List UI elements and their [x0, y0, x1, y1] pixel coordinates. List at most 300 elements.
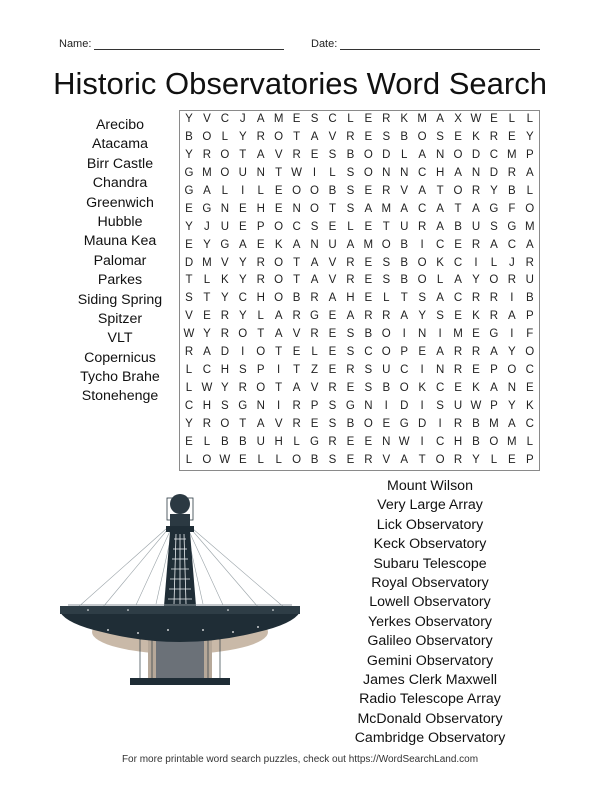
grid-letter: Y — [203, 328, 211, 341]
grid-letter: A — [274, 310, 283, 323]
grid-letter: O — [274, 130, 284, 143]
grid-letter: A — [292, 382, 301, 395]
grid-letter: Y — [185, 417, 193, 430]
grid-letter: Y — [418, 310, 426, 323]
grid-letter: A — [454, 274, 462, 287]
grid-letter: R — [525, 256, 534, 269]
grid-letter: I — [420, 400, 424, 412]
grid-letter: I — [438, 328, 442, 341]
grid-letter: U — [400, 220, 409, 233]
grid-letter: V — [185, 310, 193, 323]
grid-letter: B — [400, 130, 409, 143]
grid-letter: M — [363, 238, 374, 251]
word-list-item: Birr Castle — [86, 155, 154, 172]
word-list-item: Greenwich — [86, 194, 154, 211]
grid-letter: A — [490, 382, 498, 395]
grid-letter: S — [382, 274, 391, 287]
grid-letter: U — [525, 274, 534, 287]
grid-letter: E — [328, 328, 337, 341]
grid-letter: B — [310, 453, 319, 466]
grid-letter: E — [490, 113, 498, 125]
grid-letter: V — [274, 417, 283, 430]
grid-letter: S — [310, 113, 319, 125]
grid-letter: S — [346, 184, 355, 197]
grid-letter: R — [220, 328, 229, 341]
grid-letter: Y — [525, 130, 534, 143]
grid-letter: Z — [311, 364, 319, 377]
grid-letter: A — [256, 148, 265, 161]
grid-letter: O — [453, 148, 463, 161]
grid-letter: Y — [508, 346, 516, 359]
grid-letter: O — [489, 274, 499, 287]
grid-letter: W — [219, 453, 231, 466]
grid-letter: V — [382, 453, 391, 466]
grid-letter: L — [311, 346, 318, 359]
grid-letter: E — [328, 310, 337, 323]
grid-letter: W — [470, 400, 482, 412]
grid-letter: E — [256, 238, 265, 251]
grid-letter: X — [454, 113, 462, 125]
grid-letter: G — [238, 400, 248, 412]
grid-letter: O — [220, 166, 230, 179]
grid-letter: T — [293, 130, 301, 143]
grid-letter: V — [274, 148, 283, 161]
grid-letter: Y — [238, 256, 247, 269]
grid-letter: W — [183, 328, 195, 341]
grid-letter: K — [274, 238, 283, 251]
grid-letter: M — [202, 256, 212, 269]
grid-letter: L — [203, 274, 211, 287]
grid-letter: E — [328, 364, 337, 377]
grid-letter: O — [489, 435, 499, 448]
grid-letter: V — [328, 274, 337, 287]
word-list-item: Copernicus — [84, 349, 156, 366]
grid-letter: A — [256, 417, 265, 430]
grid-letter: B — [364, 328, 373, 341]
grid-letter: I — [277, 400, 281, 412]
grid-letter: G — [399, 417, 409, 430]
grid-letter: B — [221, 435, 229, 448]
grid-letter: R — [310, 292, 319, 305]
grid-letter: S — [364, 364, 373, 377]
grid-letter: L — [490, 453, 498, 466]
grid-letter: A — [346, 238, 355, 251]
word-list-item: Hubble — [97, 213, 143, 230]
grid-letter: G — [310, 435, 319, 448]
grid-letter: A — [436, 292, 444, 305]
grid-letter: O — [381, 328, 391, 341]
grid-letter: A — [400, 453, 409, 466]
grid-letter: N — [382, 435, 391, 448]
grid-letter: S — [328, 453, 337, 466]
grid-letter: S — [185, 292, 193, 305]
word-list-item: Gemini Observatory — [366, 652, 494, 669]
grid-letter: S — [346, 166, 355, 179]
grid-letter: T — [239, 417, 247, 430]
grid-letter: S — [436, 310, 444, 323]
grid-letter: P — [310, 400, 319, 412]
grid-letter: R — [328, 382, 337, 395]
grid-letter: P — [490, 400, 498, 412]
grid-letter: E — [364, 184, 373, 197]
grid-letter: B — [400, 256, 409, 269]
word-list-item: Radio Telescope Array — [359, 691, 501, 708]
grid-letter: I — [510, 328, 514, 341]
grid-letter: V — [310, 382, 319, 395]
grid-letter: S — [418, 292, 426, 305]
grid-letter: T — [418, 453, 426, 466]
word-search-grid — [179, 110, 540, 471]
name-field[interactable] — [59, 38, 284, 50]
grid-letter: K — [472, 382, 480, 395]
grid-letter: H — [274, 435, 283, 448]
grid-letter: R — [346, 130, 355, 143]
grid-letter: A — [436, 346, 444, 359]
grid-letter: C — [328, 113, 337, 125]
grid-letter: E — [238, 220, 247, 233]
grid-letter: E — [454, 382, 462, 395]
date-label: Date: — [311, 38, 338, 50]
grid-letter: B — [454, 220, 462, 233]
grid-letter: D — [418, 417, 427, 430]
grid-letter: O — [274, 256, 284, 269]
grid-letter: A — [203, 184, 211, 197]
grid-letter: J — [204, 220, 210, 233]
grid-letter: B — [292, 292, 301, 305]
grid-letter: Y — [221, 382, 229, 395]
grid-letter: R — [292, 417, 301, 430]
grid-letter: O — [363, 166, 373, 179]
grid-letter: L — [526, 184, 533, 197]
grid-letter: R — [346, 364, 355, 377]
grid-letter: T — [185, 274, 193, 287]
grid-letter: I — [384, 400, 388, 412]
grid-letter: E — [364, 130, 373, 143]
grid-letter: A — [508, 417, 516, 430]
grid-letter: N — [310, 238, 319, 251]
grid-letter: O — [363, 417, 373, 430]
grid-letter: G — [345, 400, 355, 412]
grid-letter: A — [472, 202, 480, 215]
grid-letter: O — [453, 184, 463, 197]
word-list-item: Subaru Telescope — [373, 555, 487, 572]
grid-letter: O — [238, 328, 248, 341]
grid-letter: C — [489, 148, 499, 161]
grid-letter: E — [238, 202, 247, 215]
grid-letter: O — [417, 256, 427, 269]
grid-letter: V — [400, 184, 409, 197]
grid-letter: D — [382, 148, 391, 161]
grid-letter: V — [328, 130, 337, 143]
grid-letter: L — [257, 310, 264, 323]
grid-letter: S — [382, 130, 391, 143]
grid-letter: R — [292, 148, 301, 161]
grid-letter: V — [328, 256, 337, 269]
grid-letter: H — [453, 435, 463, 448]
grid-letter: N — [220, 202, 229, 215]
grid-letter: S — [436, 400, 444, 412]
grid-letter: K — [400, 113, 409, 125]
grid-letter: L — [275, 453, 282, 466]
word-list-item: Keck Observatory — [373, 536, 487, 553]
grid-letter: L — [221, 130, 229, 143]
grid-letter: A — [292, 238, 301, 251]
grid-letter: Y — [508, 400, 516, 412]
grid-letter: E — [328, 220, 337, 233]
grid-letter: L — [257, 453, 264, 466]
grid-letter: Y — [185, 220, 193, 233]
grid-letter: D — [220, 346, 229, 359]
grid-letter: O — [292, 453, 302, 466]
grid-letter: E — [185, 435, 193, 448]
grid-letter: S — [310, 220, 319, 233]
grid-letter: O — [363, 148, 373, 161]
grid-letter: A — [525, 166, 534, 179]
grid-letter: Y — [490, 184, 498, 197]
grid-letter: E — [274, 184, 283, 197]
grid-letter: O — [381, 238, 391, 251]
grid-letter: K — [221, 274, 229, 287]
grid-letter: E — [346, 453, 355, 466]
grid-letter: Y — [185, 148, 193, 161]
grid-letter: C — [525, 417, 534, 430]
grid-letter: M — [524, 220, 535, 233]
grid-letter: N — [256, 400, 265, 412]
grid-letter: E — [292, 113, 301, 125]
grid-letter: G — [220, 238, 230, 251]
grid-letter: R — [328, 435, 337, 448]
grid-letter: D — [489, 166, 499, 179]
grid-letter: K — [418, 382, 426, 395]
grid-letter: G — [489, 202, 499, 215]
grid-letter: R — [256, 274, 265, 287]
grid-letter: G — [184, 184, 194, 197]
word-list-item: Very Large Array — [377, 497, 483, 514]
grid-letter: M — [273, 113, 284, 125]
grid-letter: S — [328, 148, 337, 161]
grid-letter: L — [526, 113, 533, 125]
grid-letter: O — [381, 346, 391, 359]
grid-letter: K — [525, 400, 534, 412]
grid-letter: C — [364, 346, 373, 359]
name-blank-line[interactable] — [94, 39, 284, 50]
grid-letter: H — [202, 400, 212, 412]
grid-letter: H — [346, 292, 355, 305]
grid-letter: R — [418, 220, 427, 233]
page-title: Historic Observatories Word Search — [53, 66, 547, 101]
grid-letter: E — [364, 274, 373, 287]
word-list-item: Galileo Observatory — [367, 633, 493, 650]
grid-letter: B — [508, 184, 516, 197]
word-list-item: Mount Wilson — [387, 478, 473, 494]
grid-letter: E — [364, 435, 373, 448]
grid-letter: C — [418, 202, 427, 215]
grid-letter: S — [238, 364, 247, 377]
grid-letter: C — [202, 364, 212, 377]
grid-letter: R — [346, 256, 355, 269]
grid-letter: C — [400, 364, 409, 377]
grid-letter: R — [471, 346, 481, 359]
grid-letter: O — [220, 148, 230, 161]
grid-letter: L — [185, 382, 193, 395]
grid-letter: T — [275, 346, 283, 359]
word-list-item: Parkes — [97, 272, 143, 289]
grid-letter: E — [454, 238, 462, 251]
grid-letter: E — [238, 453, 247, 466]
grid-letter: O — [220, 417, 230, 430]
grid-letter: B — [525, 292, 534, 305]
grid-letter: F — [526, 328, 534, 341]
grid-letter: J — [239, 113, 246, 125]
grid-letter: H — [220, 364, 229, 377]
grid-letter: H — [256, 202, 265, 215]
grid-letter: P — [400, 346, 409, 359]
grid-letter: A — [310, 256, 319, 269]
grid-letter: O — [256, 382, 266, 395]
grid-letter: S — [221, 400, 229, 412]
grid-letter: C — [453, 256, 463, 269]
grid-letter: R — [489, 310, 499, 323]
grid-letter: R — [238, 382, 247, 395]
grid-letter: G — [184, 166, 194, 179]
grid-letter: L — [436, 274, 444, 287]
grid-letter: E — [310, 148, 319, 161]
grid-letter: B — [472, 417, 480, 430]
date-field[interactable] — [311, 38, 540, 50]
word-list-item: Royal Observatory — [371, 574, 489, 591]
grid-letter: M — [489, 417, 499, 430]
grid-letter: C — [435, 382, 445, 395]
grid-letter: A — [203, 346, 211, 359]
word-list-item: Tycho Brahe — [80, 369, 160, 386]
grid-letter: E — [525, 382, 534, 395]
grid-letter: A — [364, 202, 373, 215]
footer-text: For more printable word search puzzles, check out https://WordSearchLand.com — [121, 754, 479, 765]
grid-letter: S — [490, 220, 498, 233]
grid-letter: I — [277, 364, 281, 377]
grid-letter: E — [185, 238, 193, 251]
grid-letter: R — [382, 113, 391, 125]
grid-letter: R — [471, 184, 481, 197]
grid-letter: M — [507, 435, 517, 448]
grid-letter: B — [185, 130, 193, 143]
grid-letter: O — [310, 202, 319, 215]
grid-letter: N — [292, 202, 301, 215]
grid-letter: A — [400, 310, 409, 323]
grid-letter: U — [382, 364, 391, 377]
word-list-item: Palomar — [93, 252, 147, 269]
grid-letter: E — [418, 346, 426, 359]
grid-letter: S — [346, 328, 355, 341]
grid-letter: O — [202, 130, 212, 143]
grid-letter: A — [310, 274, 319, 287]
grid-letter: B — [346, 148, 355, 161]
grid-letter: D — [184, 256, 194, 269]
grid-letter: R — [202, 417, 212, 430]
grid-letter: U — [471, 220, 481, 233]
grid-letter: W — [291, 166, 303, 179]
grid-letter: R — [310, 328, 319, 341]
grid-letter: D — [471, 148, 481, 161]
grid-letter: U — [238, 166, 247, 179]
grid-letter: M — [453, 328, 463, 341]
date-blank-line[interactable] — [340, 39, 540, 50]
grid-letter: S — [382, 256, 391, 269]
grid-letter: E — [382, 417, 391, 430]
word-list-item: Cambridge Observatory — [354, 730, 506, 747]
grid-letter: O — [435, 453, 445, 466]
grid-letter: R — [184, 346, 194, 359]
word-list-right — [330, 477, 530, 748]
grid-letter: I — [402, 328, 406, 341]
word-list-item: Mauna Kea — [83, 233, 157, 250]
grid-letter: G — [489, 328, 499, 341]
grid-letter: I — [420, 435, 424, 448]
grid-letter: R — [256, 256, 265, 269]
grid-letter: L — [257, 184, 264, 197]
grid-letter: D — [400, 400, 409, 412]
grid-letter: T — [275, 382, 283, 395]
word-list-item: Lowell Observatory — [369, 594, 491, 611]
grid-letter: T — [400, 292, 408, 305]
grid-letter: O — [274, 220, 284, 233]
grid-letter: P — [490, 364, 498, 377]
grid-letter: E — [364, 220, 373, 233]
grid-letter: L — [490, 256, 498, 269]
grid-letter: B — [346, 417, 355, 430]
grid-letter: T — [293, 364, 301, 377]
grid-letter: C — [292, 220, 301, 233]
grid-letter: E — [508, 130, 516, 143]
grid-letter: U — [453, 400, 463, 412]
grid-letter: R — [489, 292, 499, 305]
grid-letter: N — [382, 166, 391, 179]
grid-letter: Y — [221, 292, 229, 305]
grid-letter: A — [418, 184, 426, 197]
grid-letter: E — [472, 328, 480, 341]
grid-letter: T — [275, 166, 283, 179]
grid-letter: A — [490, 346, 498, 359]
word-list-item: McDonald Observatory — [357, 710, 503, 727]
grid-letter: Y — [238, 310, 247, 323]
grid-letter: S — [328, 400, 337, 412]
grid-letter: N — [435, 148, 445, 161]
grid-letter: C — [525, 364, 534, 377]
grid-letter: L — [401, 148, 408, 161]
grid-letter: N — [435, 364, 445, 377]
grid-letter: A — [454, 166, 462, 179]
grid-letter: I — [510, 292, 514, 305]
grid-letter: E — [346, 382, 355, 395]
grid-letter: A — [508, 310, 516, 323]
word-list-item: James Clerk Maxwell — [362, 671, 498, 688]
grid-letter: A — [418, 148, 426, 161]
word-list-item: Lick Observatory — [376, 516, 484, 533]
grid-letter: A — [490, 238, 498, 251]
grid-letter: T — [436, 184, 444, 197]
grid-letter: E — [364, 292, 373, 305]
grid-letter: H — [435, 166, 445, 179]
grid-letter: R — [507, 166, 516, 179]
grid-letter: T — [382, 220, 390, 233]
grid-letter: N — [418, 328, 427, 341]
grid-letter: O — [525, 202, 535, 215]
grid-letter: U — [220, 220, 229, 233]
word-list-left — [60, 116, 180, 407]
grid-letter: S — [364, 382, 373, 395]
grid-letter: C — [435, 435, 445, 448]
grid-letter: R — [220, 310, 229, 323]
